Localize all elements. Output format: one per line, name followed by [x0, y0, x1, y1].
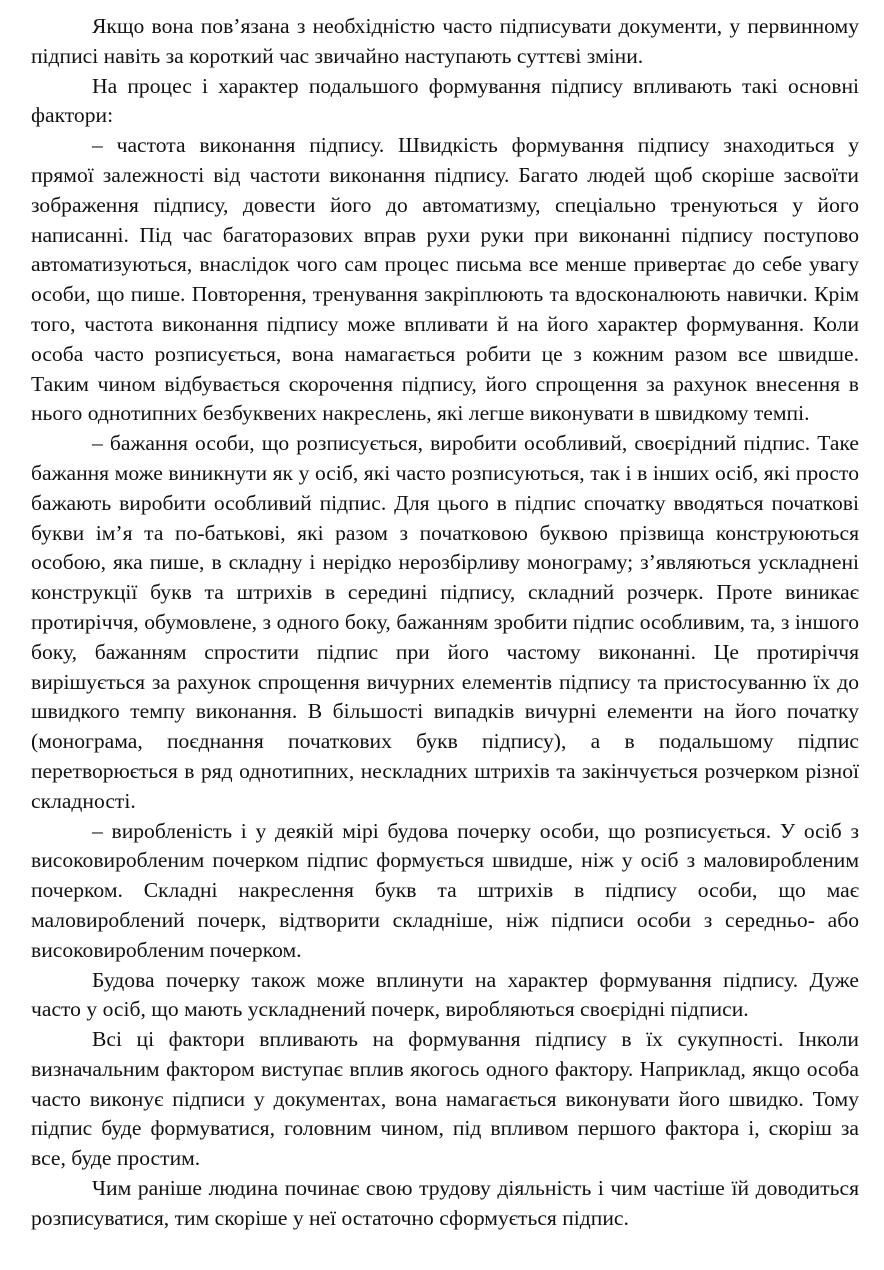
document-page [31, 12, 859, 1234]
paragraph-6: Будова почерку також може вплинути на характер формування підпису. Дуже часто у осіб, що мають ускладнений почерк, виробляються своєрідні підписи. [31, 967, 859, 1022]
paragraph-1: Якщо вона пов’язана з необхідністю часто підписувати документи, у первинному підписі навіть за короткий час звичайно наступають суттєві зміни. [31, 14, 859, 68]
paragraph-3-signature-frequency: – частота виконання підпису. Швидкість формування підпису знаходиться у прямої залежності від частоти виконання підпису. Багато людей щоб скоріше засвоїти зображення підпису, довести його до автоматизму, спеціально тренуються у його написанні. Під час багаторазових вправ рухи руки при виконанні підпису поступово автоматизуються, внаслідок чого сам процес письма все менше привертає до себе увагу особи, що пише. Повторення, тренування закріплюють та вдосконалюють навички. Крім того, частота виконання підпису може впливати й на його характер формування. Коли особа часто розписується, вона намагається робити це з кожним разом все швидше. Таким чином відбувається скорочення підпису, його спрощення за рахунок внесення в нього однотипних безбуквених накреслень, які легше виконувати в швидкому темпі. [31, 133, 859, 426]
paragraph-4-personal-desire: – бажання особи, що розписується, виробити особливий, своєрідний підпис. Таке бажання може виникнути як у осіб, які часто розписуються, так і в інших осіб, які просто бажають виробити особливий підпис. Для цього в підпис спочатку вводяться початкові букви ім’я та по-батькові, які разом з початковою буквою прізвища конструюються особою, яка пише, в складну і нерідко нерозбірливу монограму; з’являються ускладнені конструкції букв та штрихів в середині підпису, складний розчерк. Проте виникає протиріччя, обумовлене, з одного боку, бажанням зробити підпис особливим, та, з іншого боку, бажанням спростити підпис при його частому виконанні. Це протиріччя вирішується за рахунок спрощення вичурних елементів підпису та пристосуванню їх до швидкого темпу виконання. В більшості випадків вичурні елементи на його початку (монограма, поєднання початкових букв підпису), а в подальшому підпис перетворюється в ряд однотипних, нескладних штрихів та закінчується розчерком різної складності. [31, 431, 859, 813]
paragraph-7: Всі ці фактори впливають на формування підпису в їх сукупності. Інколи визначальним фактором виступає вплив якогось одного фактору. Наприклад, якщо особа часто виконує підписи у документах, вона намагається виконувати його швидко. Тому підпис буде формуватися, головним чином, під впливом першого фактора і, скоріш за все, буде простим. [31, 1027, 859, 1171]
paragraph-8: Чим раніше людина починає свою трудову діяльність і чим частіше їй доводиться розписуватися, тим скоріше у неї остаточно сформується підпис. [31, 1176, 859, 1230]
paragraph-2: На процес і характер подальшого формування підпису впливають такі основні фактори: [31, 73, 859, 128]
paragraph-5-handwriting-development: – виробленість і у деякій мірі будова почерку особи, що розписується. У осіб з високовиробленим почерком підпис формується швидше, ніж у осіб з маловиробленим почерком. Складні накреслення букв та штрихів в підпису особи, що має маловироблений почерк, відтворити складніше, ніж підписи особи з середньо- або високовиробленим почерком. [31, 818, 859, 962]
